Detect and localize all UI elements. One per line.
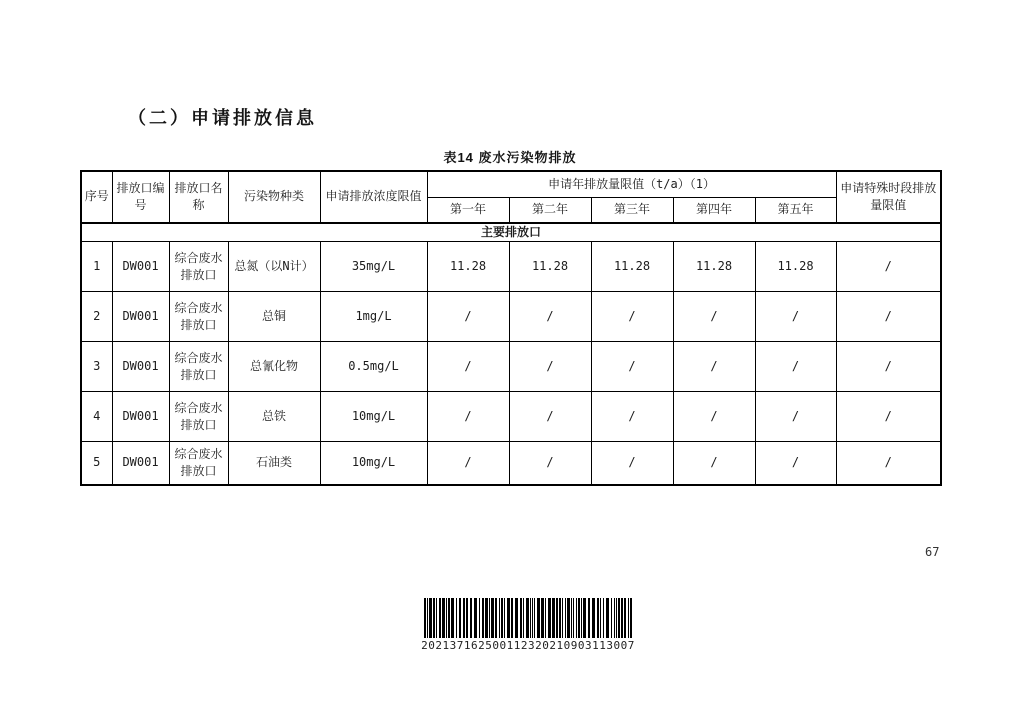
cell-year-3: / (591, 292, 673, 342)
header-year-1: 第一年 (427, 197, 509, 223)
cell-pollutant: 总铁 (228, 392, 320, 442)
header-year-4: 第四年 (673, 197, 755, 223)
cell-outlet-name: 综合废水排放口 (169, 342, 228, 392)
cell-outlet-name: 综合废水排放口 (169, 392, 228, 442)
cell-year-5: / (755, 292, 836, 342)
cell-outlet-no: DW001 (112, 442, 169, 485)
cell-year-1: / (427, 342, 509, 392)
cell-year-3: / (591, 392, 673, 442)
header-special-limit: 申请特殊时段排放量限值 (836, 171, 941, 223)
cell-year-4: / (673, 292, 755, 342)
cell-year-2: / (509, 292, 591, 342)
cell-outlet-name: 综合废水排放口 (169, 442, 228, 485)
table-row (81, 242, 941, 292)
cell-year-5: / (755, 392, 836, 442)
header-outlet-no: 排放口编号 (112, 171, 169, 223)
header-year-5: 第五年 (755, 197, 836, 223)
header-year-2: 第二年 (509, 197, 591, 223)
cell-seq: 3 (81, 342, 112, 392)
cell-year-1: 11.28 (427, 242, 509, 292)
cell-year-2: / (509, 342, 591, 392)
cell-outlet-name: 综合废水排放口 (169, 242, 228, 292)
cell-conc-limit: 0.5mg/L (320, 342, 427, 392)
cell-year-5: / (755, 442, 836, 485)
cell-year-3: / (591, 442, 673, 485)
header-annual-group: 申请年排放量限值（t/a）（1） (427, 171, 836, 197)
cell-year-4: / (673, 442, 755, 485)
cell-outlet-no: DW001 (112, 242, 169, 292)
table-row (81, 342, 941, 392)
cell-year-5: / (755, 342, 836, 392)
cell-conc-limit: 1mg/L (320, 292, 427, 342)
cell-year-3: / (591, 342, 673, 392)
table-row (81, 292, 941, 342)
cell-year-3: 11.28 (591, 242, 673, 292)
cell-special-limit: / (836, 392, 941, 442)
header-seq: 序号 (81, 171, 112, 223)
header-outlet-name: 排放口名称 (169, 171, 228, 223)
header-pollutant: 污染物种类 (228, 171, 320, 223)
header-year-3: 第三年 (591, 197, 673, 223)
cell-pollutant: 总铜 (228, 292, 320, 342)
cell-conc-limit: 35mg/L (320, 242, 427, 292)
wastewater-discharge-table (80, 170, 942, 486)
cell-year-1: / (427, 442, 509, 485)
cell-conc-limit: 10mg/L (320, 442, 427, 485)
cell-outlet-no: DW001 (112, 342, 169, 392)
cell-outlet-no: DW001 (112, 292, 169, 342)
barcode (414, 598, 642, 652)
cell-seq: 4 (81, 392, 112, 442)
cell-conc-limit: 10mg/L (320, 392, 427, 442)
table-body (81, 242, 941, 485)
cell-seq: 5 (81, 442, 112, 485)
cell-year-2: 11.28 (509, 242, 591, 292)
cell-seq: 2 (81, 292, 112, 342)
table-row (81, 392, 941, 442)
cell-special-limit: / (836, 342, 941, 392)
barcode-bars-icon (414, 598, 642, 638)
page-number: 67 (925, 545, 940, 559)
section-row-main-outlet: 主要排放口 (81, 223, 941, 242)
cell-year-2: / (509, 392, 591, 442)
cell-year-2: / (509, 442, 591, 485)
header-conc-limit: 申请排放浓度限值 (320, 171, 427, 223)
cell-pollutant: 石油类 (228, 442, 320, 485)
cell-seq: 1 (81, 242, 112, 292)
cell-year-1: / (427, 292, 509, 342)
cell-pollutant: 总氮（以N计） (228, 242, 320, 292)
cell-year-5: 11.28 (755, 242, 836, 292)
cell-special-limit: / (836, 442, 941, 485)
cell-year-1: / (427, 392, 509, 442)
cell-year-4: / (673, 392, 755, 442)
table-title: 表14 废水污染物排放 (443, 150, 577, 165)
cell-outlet-name: 综合废水排放口 (169, 292, 228, 342)
cell-outlet-no: DW001 (112, 392, 169, 442)
table-row (81, 442, 941, 485)
barcode-text: 202137162500112320210903113007 (421, 639, 635, 652)
cell-pollutant: 总氰化物 (228, 342, 320, 392)
cell-special-limit: / (836, 292, 941, 342)
cell-year-4: 11.28 (673, 242, 755, 292)
section-heading: （二）申请排放信息 (128, 108, 317, 129)
cell-special-limit: / (836, 242, 941, 292)
cell-year-4: / (673, 342, 755, 392)
